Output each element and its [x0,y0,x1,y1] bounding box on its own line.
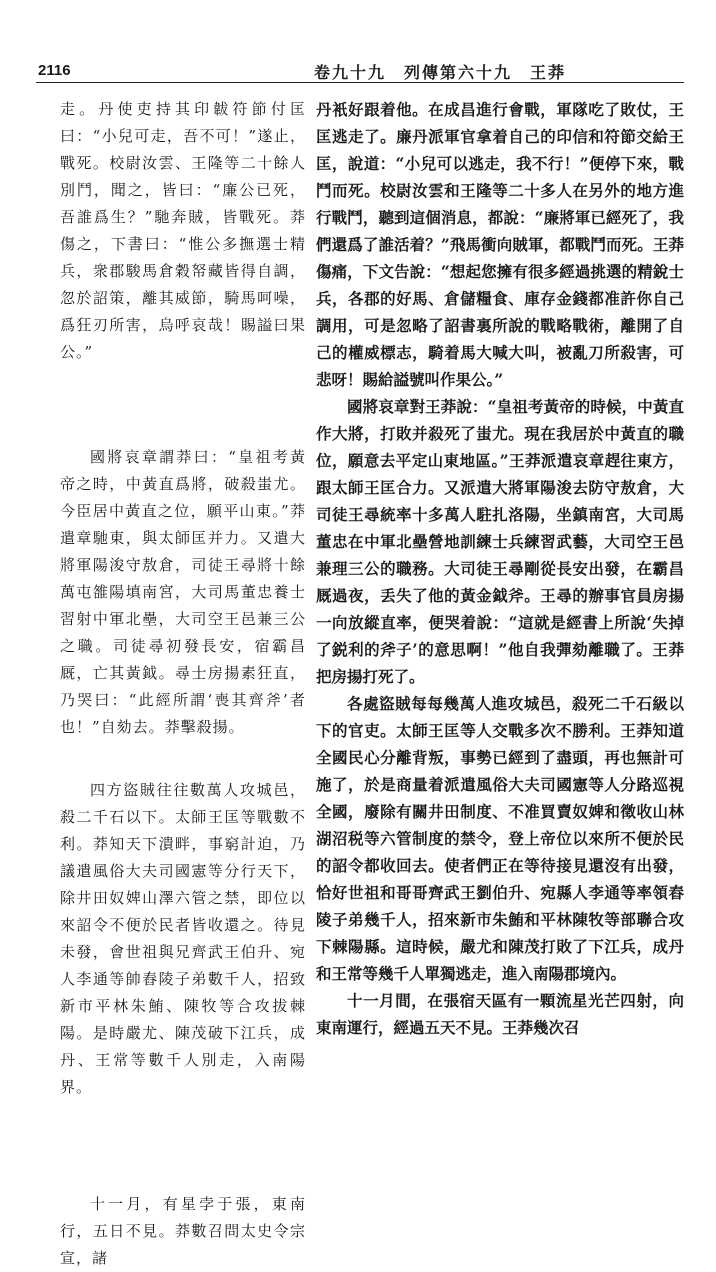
vernacular-paragraph-2: 國將哀章對王莽說：“皇祖考黃帝的時候，中黃直作大將，打敗并殺死了蚩尤。現在我居於中黃直的職位，願意去平定山東地區。”王莽派遣哀章趕往東方，跟太師王匡合力。又派遣大將軍陽浚去防守敖倉，大司徒王尋統率十多萬人駐扎洛陽，坐鎮南宮，大司馬董忠在中軍北壘營地訓練士兵練習武藝，大司空王邑兼理三公的職務。大司徒王尋剛從長安出發，在霸昌厩過夜，丢失了他的黃金鉞斧。王尋的辦事官員房揚一向放縱直率，便哭着說：“這就是經書上所說‘失掉了鋭利的斧子’的意思啊！”他自我彈劾離職了。王莽把房揚打死了。 [316,397,684,686]
running-head: 卷九十九 列傳第六十九 王莽 [313,63,566,82]
page-number: 2116 [38,62,71,79]
vernacular-text-column [316,96,684,1037]
vernacular-paragraph-4: 十一月間，在張宿天區有一顆流星光芒四射，向東南運行，經過五天不見。王莽幾次召 [316,991,684,1037]
classical-paragraph-2: 國將哀章謂莽曰：“皇祖考黃帝之時，中黃直爲將，破殺蚩尤。今臣居中黃直之位，願平山東。”莽遣章馳東，與太師匡并力。又遣大將軍陽浚守敖倉，司徒王尋將十餘萬屯雒陽填南宮，大司馬董忠養士習射中軍北壘，大司空王邑兼三公之職。司徒尋初發長安，宿霸昌厩，亡其黃鉞。尋士房揚素狂直，乃哭曰：“此經所謂‘喪其齊斧’者也！”自劾去。莽擊殺揚。 [60,448,306,736]
header-rule [36,82,684,83]
classical-paragraph-1: 走。丹使吏持其印韍符節付匡曰：“小兒可走，吾不可！”遂止，戰死。校尉汝雲、王隆等二十餘人別鬥，聞之，皆曰：“廉公已死，吾誰爲生？”馳奔賊，皆戰死。莽傷之，下書曰：“惟公多撫選士精兵，衆郡駿馬倉穀帑藏皆得自調，忽於詔策，離其威節，騎馬呵噪，爲狂刃所害，烏呼哀哉！賜謚曰果公。” [60,100,306,361]
classical-paragraph-3: 四方盜賊往往數萬人攻城邑，殺二千石以下。太師王匡等戰數不利。莽知天下潰畔，事窮計迫，乃議遣風俗大夫司國憲等分行天下，除井田奴婢山澤六管之禁，即位以來詔令不便於民者皆收還之。待見未發，會世祖與兄齊武王伯升、宛人李通等帥舂陵子弟數千人，招致新市平林朱鮪、陳牧等合攻拔棘陽。是時嚴尤、陳茂破下江兵，成丹、王常等數千人別走，入南陽界。 [60,781,306,1096]
vernacular-paragraph-1: 丹衹好跟着他。在成昌進行會戰，軍隊吃了敗仗，王匡逃走了。廉丹派軍官拿着自己的印信和符節交給王匡，說道：“小兒可以逃走，我不行！”便停下來，戰鬥而死。校尉汝雲和王隆等二十多人在另外的地方進行戰鬥，聽到這個消息，都說：“廉將軍已經死了，我們還爲了誰活着？”飛馬衝向賊軍，都戰鬥而死。王莽傷痛，下文告說：“想起您擁有很多經過挑選的精銳士兵，各郡的好馬、倉儲糧食、庫存金錢都准許你自己調用，可是忽略了詔書裏所說的戰略戰術，離開了自己的權威標志，騎着馬大喊大叫，被亂刀所殺害，可悲呀！賜給謚號叫作果公。” [316,100,684,389]
vernacular-paragraph-3: 各處盜賊每每幾萬人進攻城邑，殺死二千石級以下的官吏。太師王匡等人交戰多次不勝利。王莽知道全國民心分離背叛，事勢已經到了盡頭，再也無計可施了，於是商量着派遣風俗大夫司國憲等人分路巡視全國，廢除有關井田制度、不准買賣奴婢和徵收山林湖沼税等六管制度的禁令，登上帝位以來所不便於民的詔令都收回去。使者們正在等待接見還沒有出發，恰好世祖和哥哥齊武王劉伯升、宛縣人李通等率領舂陵子弟幾千人，招來新市朱鮪和平林陳牧等部聯合攻下棘陽縣。這時候，嚴尤和陳茂打敗了下江兵，成丹和王常等幾千人單獨逃走，進入南陽郡境內。 [316,694,684,983]
page-header [0,0,716,90]
classical-text-column [60,96,306,1267]
classical-paragraph-4: 十一月，有星孛于張，東南行，五日不見。莽數召問太史令宗宣，諸 [60,1195,306,1267]
